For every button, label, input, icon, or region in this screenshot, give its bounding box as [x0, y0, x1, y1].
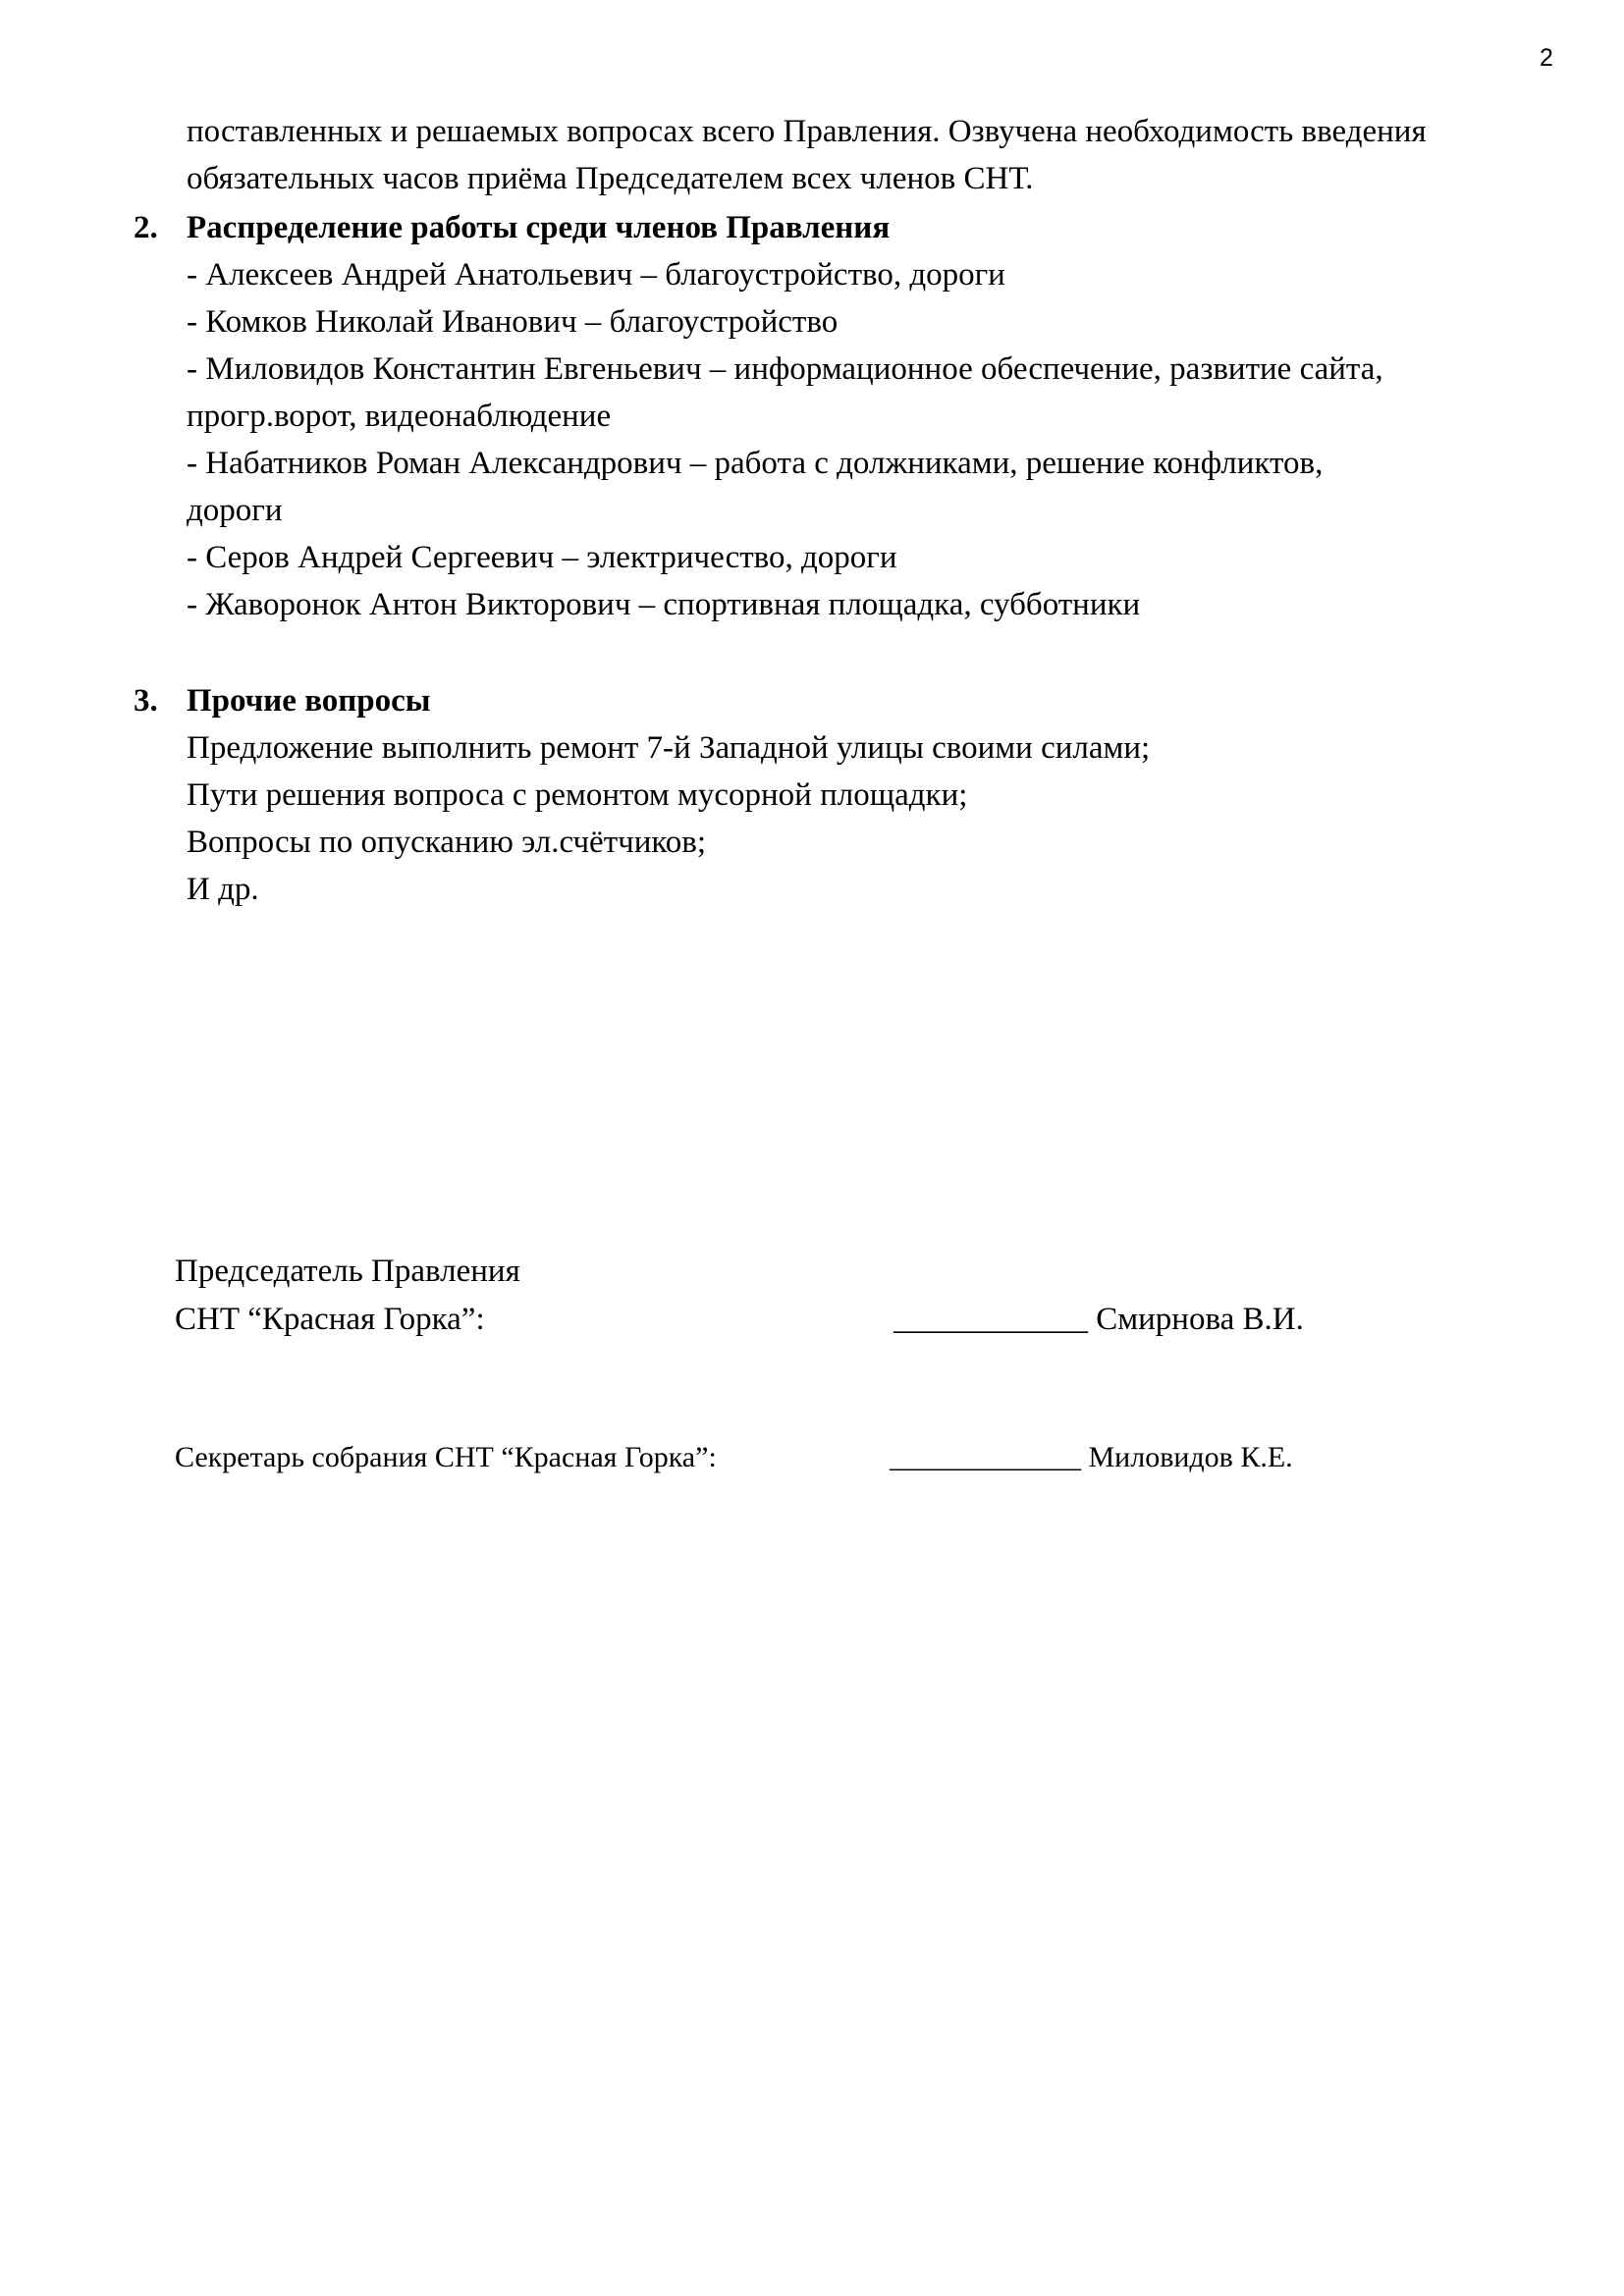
list-item: Пути решения вопроса с ремонтом мусорной площадки; [187, 777, 968, 813]
list-item: - Миловидов Константин Евгеньевич – информационное обеспечение, развитие сайта, [187, 351, 1383, 387]
list-item: И др. [187, 872, 259, 907]
secretary-label: Секретарь собрания СНТ “Красная Горка”: [175, 1441, 717, 1473]
list-item: - Алексеев Андрей Анатольевич – благоустройство, дороги [187, 257, 1005, 293]
intro-line-2: обязательных часов приёма Председателем всех членов СНТ. [187, 161, 1034, 196]
list-item: Предложение выполнить ремонт 7-й Западной улицы своими силами; [187, 730, 1151, 766]
chairman-title: Председатель Правления [175, 1254, 520, 1289]
section-3-number: 3. [134, 683, 158, 719]
list-item: - Набатников Роман Александрович – работа с должниками, решение конфликтов, [187, 446, 1324, 481]
section-2-title: Распределение работы среди членов Правления [187, 210, 891, 245]
section-3-title: Прочие вопросы [187, 683, 431, 719]
list-item: Вопросы по опусканию эл.счётчиков; [187, 825, 706, 860]
page-number: 2 [1540, 44, 1553, 72]
chairman-org: СНТ “Красная Горка”: [175, 1302, 485, 1337]
list-item: - Комков Николай Иванович – благоустройство [187, 304, 839, 340]
intro-line-1: поставленных и решаемых вопросах всего Правления. Озвучена необходимость введения [187, 114, 1427, 149]
secretary-signature: _____________ Миловидов К.Е. [890, 1441, 1293, 1473]
list-item: дороги [187, 493, 283, 528]
list-item: - Серов Андрей Сергеевич – электричество, дороги [187, 540, 897, 575]
list-item: прогр.ворот, видеонаблюдение [187, 399, 612, 434]
list-item: - Жаворонок Антон Викторович – спортивная площадка, субботники [187, 587, 1141, 622]
section-2-number: 2. [134, 210, 158, 245]
chairman-signature: ____________ Смирнова В.И. [893, 1302, 1304, 1337]
